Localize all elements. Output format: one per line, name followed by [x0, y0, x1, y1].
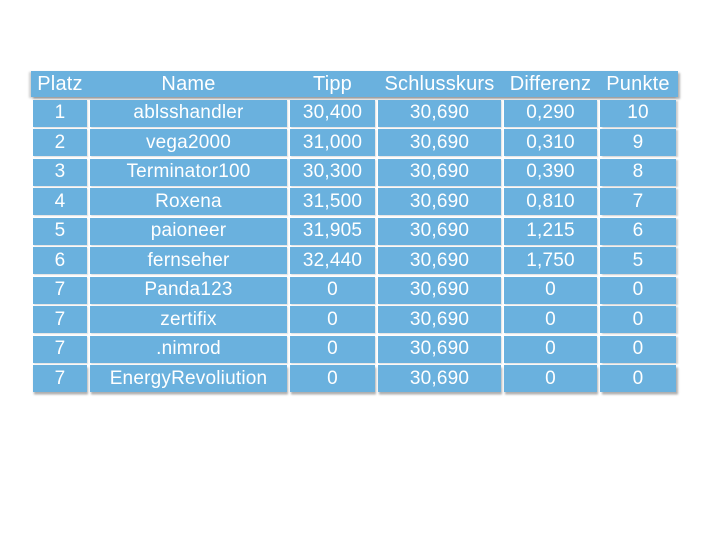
table-row	[33, 129, 676, 156]
column-header-name: Name	[161, 72, 216, 95]
table-body	[33, 100, 676, 393]
cell-differenz: 1,750	[504, 247, 597, 274]
cell-platz: 3	[33, 159, 87, 186]
table-header-row	[31, 71, 678, 97]
cell-platz: 7	[33, 365, 87, 392]
cell-schlusskurs: 30,690	[378, 306, 501, 333]
cell-schlusskurs: 30,690	[378, 159, 501, 186]
cell-schlusskurs: 30,690	[378, 336, 501, 363]
table-row	[33, 218, 676, 245]
cell-tipp: 0	[290, 365, 375, 392]
cell-name: fernseher	[90, 247, 287, 274]
leaderboard-table	[33, 71, 676, 392]
cell-punkte: 0	[600, 306, 676, 333]
cell-name: Panda123	[90, 277, 287, 304]
table-row	[33, 277, 676, 304]
cell-schlusskurs: 30,690	[378, 365, 501, 392]
cell-platz: 7	[33, 277, 87, 304]
cell-platz: 5	[33, 218, 87, 245]
cell-differenz: 0	[504, 277, 597, 304]
cell-punkte: 10	[600, 100, 676, 127]
cell-name: Roxena	[90, 188, 287, 215]
cell-schlusskurs: 30,690	[378, 100, 501, 127]
cell-platz: 1	[33, 100, 87, 127]
cell-tipp: 0	[290, 277, 375, 304]
cell-differenz: 0	[504, 336, 597, 363]
column-header-tipp: Tipp	[313, 72, 352, 95]
cell-punkte: 7	[600, 188, 676, 215]
cell-name: zertifix	[90, 306, 287, 333]
cell-platz: 6	[33, 247, 87, 274]
column-header-schlusskurs: Schlusskurs	[384, 72, 495, 95]
cell-differenz: 0,290	[504, 100, 597, 127]
cell-platz: 7	[33, 306, 87, 333]
cell-schlusskurs: 30,690	[378, 247, 501, 274]
cell-punkte: 8	[600, 159, 676, 186]
cell-tipp: 30,300	[290, 159, 375, 186]
cell-name: .nimrod	[90, 336, 287, 363]
table-row	[33, 306, 676, 333]
table-row	[33, 159, 676, 186]
cell-punkte: 5	[600, 247, 676, 274]
cell-name: vega2000	[90, 129, 287, 156]
column-header-differenz: Differenz	[509, 72, 592, 95]
cell-name: EnergyRevoliution	[90, 365, 287, 392]
cell-tipp: 0	[290, 306, 375, 333]
cell-differenz: 0	[504, 365, 597, 392]
cell-name: paioneer	[90, 218, 287, 245]
column-header-punkte: Punkte	[606, 72, 670, 95]
cell-tipp: 31,500	[290, 188, 375, 215]
cell-punkte: 9	[600, 129, 676, 156]
cell-schlusskurs: 30,690	[378, 188, 501, 215]
cell-schlusskurs: 30,690	[378, 129, 501, 156]
cell-schlusskurs: 30,690	[378, 277, 501, 304]
cell-differenz: 0	[504, 306, 597, 333]
cell-schlusskurs: 30,690	[378, 218, 501, 245]
table-row	[33, 365, 676, 392]
cell-platz: 2	[33, 129, 87, 156]
table-row	[33, 247, 676, 274]
cell-punkte: 0	[600, 277, 676, 304]
cell-name: ablsshandler	[90, 100, 287, 127]
column-header-platz: Platz	[37, 72, 83, 95]
cell-tipp: 0	[290, 336, 375, 363]
cell-punkte: 6	[600, 218, 676, 245]
table-row	[33, 336, 676, 363]
cell-punkte: 0	[600, 365, 676, 392]
cell-tipp: 31,000	[290, 129, 375, 156]
cell-differenz: 1,215	[504, 218, 597, 245]
cell-punkte: 0	[600, 336, 676, 363]
table-row	[33, 188, 676, 215]
cell-tipp: 30,400	[290, 100, 375, 127]
cell-differenz: 0,310	[504, 129, 597, 156]
cell-platz: 4	[33, 188, 87, 215]
cell-platz: 7	[33, 336, 87, 363]
cell-differenz: 0,390	[504, 159, 597, 186]
cell-name: Terminator100	[90, 159, 287, 186]
cell-tipp: 32,440	[290, 247, 375, 274]
cell-tipp: 31,905	[290, 218, 375, 245]
table-row	[33, 100, 676, 127]
cell-differenz: 0,810	[504, 188, 597, 215]
